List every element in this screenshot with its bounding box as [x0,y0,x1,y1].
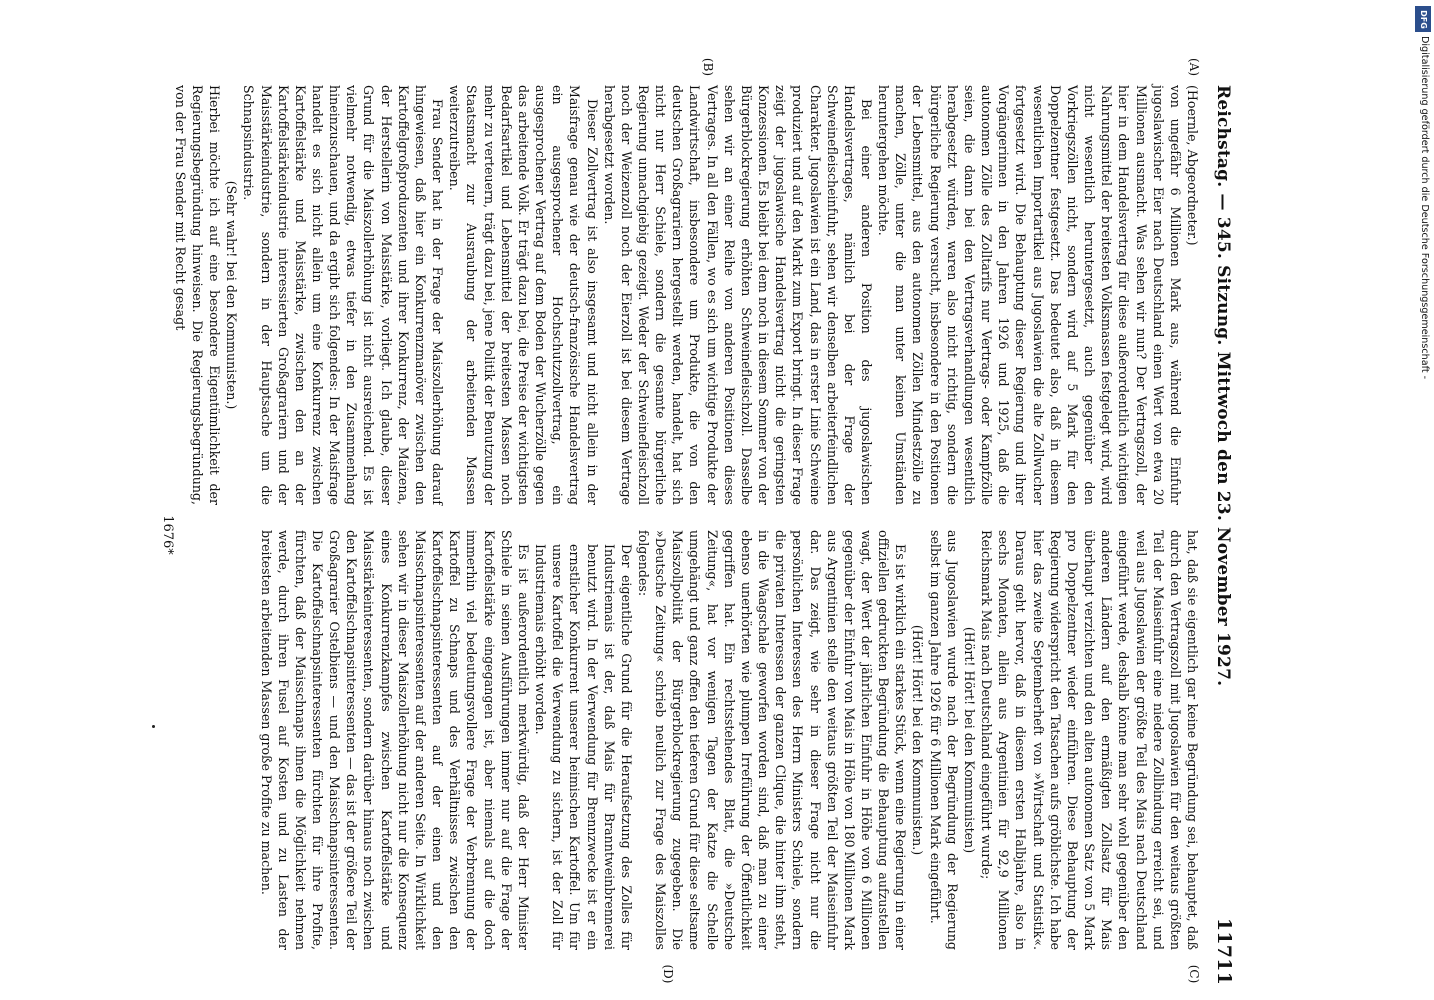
paragraph: Bei einer anderen Position des jugoslawischen Handelsvertrages, nämlich bei der Frage der Schweinefleischeinfuhr, sehen wir denselben arbeiterfeindlichen Charakter. Jugoslawien ist ein Land, das in erster Linie Schweine produziert und auf den Markt zum Export bringt. In dieser Frage zeigt der jugoslawische Handelsvertrag nicht die geringsten Konzessionen. Es bleibt bei dem noch in diesem Sommer von der Bürgerblockregierung erhöhten Schweinefleischzoll. Dasselbe sehen wir an einer Reihe von anderen Positionen dieses Vertrages. In all den Fällen, wo es sich um wichtige Produkte der Landwirtschaft, insbesondere um Produkte, die von den deutschen Großagrariern hergestellt werden, handelt, hat sich nicht nur Herr Schiele, sondern die gesamte bürgerliche Regierung unnachgiebig gezeigt. Weder der Schweinefleischzoll noch der Weizenzoll noch der Eierzoll ist bei diesem Vertrage herabgesetzt worden. [601,85,875,505]
rotated-scanned-page [85,57,1235,985]
interjection: (Hört! Hört! bei den Kommunisten.) [910,624,926,856]
paragraph: Hierbei möchte ich auf eine besondere Eigentümlichkeit der Regierungsbegründung hinweisen. Die Regierungsbegründung, von der Frau Sender mit Recht gesagt [172,85,223,505]
margin-mark-a: (A) [1187,57,1201,77]
footer-sheet-number: 1676* [160,515,175,555]
page-header-title: Reichstag. — 345. Sitzung. Mittwoch den 23. November 1927. [1213,85,1233,687]
digitization-notice: Digitalisierung gefördert durch die Deutsche Forschungsgemeinschaft - [1419,36,1430,380]
left-text-column [172,85,1201,505]
dfg-logo-text: DFG [1418,9,1428,29]
paragraph: von ungefähr 6 Millionen Mark aus, während die Einfuhr jugoslawischer Eier nach Deutschland einen Wert von etwa 20 Millionen ausmacht. Was sehen wir nun? Der Vertragszoll, der hier in dem Handelsvertrag für diese außerordentlich wichtigen Nahrungsmittel der breitesten Volksmassen festgelegt wird, wird nicht wesentlich heruntergesetzt, auch gegenüber den Vorkriegszöllen nicht, sondern wird auf 5 Mark für den Doppelzentner festgesetzt. Das bedeutet also, daß in diesem wesentlichen Importartikel aus Jugoslawien die alte Zollwucher fortgesetzt wird. Die Behauptung dieser Regierung und ihrer Vorgängerinnen in den Jahren 1926 und 1925, daß die autonomen Zölle des Zolltarifs nur Vertrags- oder Kampfzölle seien, die dann bei den Vertragsverhandlungen wesentlich herabgesetzt würden, waren also nicht richtig, sondern die bürgerliche Regierung versucht, insbesondere in den Positionen der Lebensmittel, aus den autonomen Zöllen Mindestzölle zu machen, Zölle, unter die man unter keinen Umständen heruntergehen möchte. [876,85,1183,505]
margin-mark-c: (C) [1187,964,1201,984]
paragraph: aus Jugoslawien wurde nach der Begründung der Regierung selbst im ganzen Jahre 1926 für 6 Millionen Mark eingeführt. [927,530,960,950]
paragraph: hat, daß sie eigentlich gar keine Begründung sei, behauptet, daß durch den Vertragszoll mit Jugoslawien für den weitaus größten Teil der Maiseinfuhr eine niedere Zollbindung erreicht sei, und weil aus Jugoslawien der größte Teil des Mais nach Deutschland eingeführt werde, deshalb könne man sehr wohl gegenüber den anderen Ländern auf den ermäßigten Zollsatz für Mais überhaupt verzichten und den alten autonomen Satz von 5 Mark pro Doppelzentner wieder einführen. Diese Behauptung der Regierung widerspricht den Tatsachen aufs gröblichste. Ich habe hier das zweite Septemberheft von »Wirtschaft und Statistik«. Daraus geht hervor, daß in diesem ersten Halbjahre, also in sechs Monaten, allein aus Argentinien für 92,9 Millionen Reichsmark Mais nach Deutschland eingeführt wurde; [979,530,1200,950]
interjection: (Sehr wahr! bei den Kommunisten.) [224,180,240,410]
paragraph: Dieser Zollvertrag ist also insgesamt und nicht allein in der Maisfrage genau wie der deutsch-französische Handelsvertrag ein ausgesprochener Hochschutzzollvertrag, ein ausgesprochener Vertrag auf dem Boden der Wucherzölle gegen das arbeitende Volk. Er trägt dazu bei, die Preise der wichtigsten Bedarfsartikel und Lebensmittel der breitesten Massen noch mehr zu verteuern, trägt dazu bei, jene Politik der Benutzung der Staatsmacht zur Ausraubung der arbeitenden Massen weiterzutreiben. [447,85,600,505]
margin-mark-d: (D) [661,964,675,984]
scan-speck [152,725,155,728]
dfg-logo [1415,6,1431,32]
right-text-column [186,530,1201,950]
paragraph: Es ist außerordentlich merkwürdig, daß der Herr Minister Schiele in seinen Ausführungen immer nur auf die Frage der Kartoffelstärke eingegangen ist, aber niemals auf die doch immerhin viel bedeutungsvollere Frage der Verbrennung der Kartoffel zu Schnaps und des Verhältnisses zwischen den Kartoffelschnapsinteressenten auf der einen und den Maisschnapsinteressenten auf der anderen Seite. In Wirklichkeit sehen wir in dieser Maiszollerhöhung nicht nur die Konsequenz eines Konkurrenzkampfes zwischen Kartoffelstärke und Maisstärkeinteressenten, sondern darüber hinaus noch zwischen den Kartoffelschnapsinteressenten — das ist der größere Teil der Großagrarier Ostelbiens — und den Maisschnapsinteressenten. Die Kartoffelschnapsinteressenten fürchten für ihre Profite, fürchten, daß der Maisschnaps ihnen die Möglichkeit nehmen werde, durch ihren Fusel auf Kosten und zu Lasten der breitesten arbeitenden Massen große Profite zu machen. [258,530,531,950]
paragraph: Frau Sender hat in der Frage der Maiszollerhöhung darauf hingewiesen, daß hier ein Konkurrenzmanöver zwischen den Kartoffelgroßproduzenten und ihrer Konkurrenz, der Maizena, der Herstellerin von Maisstärke, vorliegt. Ich glaube, dieser Grund für die Maiszollerhöhung ist nicht ausreichend. Es ist vielmehr notwendig, etwas tiefer in den Zusammenhang hineinzuschauen, und da ergibt sich folgendes: In der Maisfrage handelt es sich nicht allein um eine Konkurrenz zwischen Kartoffelstärke und Maisstärke, zwischen den an der Kartoffelstärkeindustrie interessierten Großagrariern und der Maisstärkeindustrie, sondern in der Hauptsache um die Schnapsindustrie. [241,85,446,505]
margin-mark-b: (B) [701,57,715,77]
paragraph: (Hoernle, Abgeordneter.) [1185,85,1200,246]
page-header [1207,85,1235,985]
interjection: (Hört! Hört! bei den Kommunisten) [961,626,977,854]
paragraph: Es ist wirklich ein starkes Stück, wenn eine Regierung in einer offiziellen gedruckten Begründung die Behauptung aufzustellen wagt, der Wert der jährlichen Einfuhr in Höhe von 6 Millionen gegenüber der Einfuhr von Mais in Höhe von 180 Millionen Mark aus Argentinien stelle den weitaus größten Teil der Maiseinfuhr dar. Das zeigt, wie sehr in dieser Frage nicht nur die persönlichen Interessen des Herrn Ministers Schiele, sondern die privaten Interessen der ganzen Clique, die hinter ihm steht, in die Waagschale geworfen worden sind, daß man zu einer ebenso unerhörten wie plumpen Irreführung der Öffentlichkeit gegriffen hat. Ein rechtsstehendes Blatt, die »Deutsche Zeitung«, hat vor wenigen Tagen der Katze die Schelle umgehängt und ganz offen den tieferen Grund für diese seltsame Maiszollpolitik der Bürgerblockregierung zugegeben. Die »Deutsche Zeitung« schrieb neulich zur Frage des Maiszolles folgendes: [636,530,909,950]
page-number: 11711 [1213,917,1235,985]
paragraph: Der eigentliche Grund für die Heraufsetzung des Zolles für Industriemais ist der, daß Mais für Branntweinbrennerei benutzt wird. In der Verwendung für Brennzwecke ist er ein ernstlicher Konkurrent unserer heimischen Kartoffel. Um für unsere Kartoffel die Verwendung zu sichern, ist der Zoll für Industriemais erhöht worden. [533,544,634,950]
